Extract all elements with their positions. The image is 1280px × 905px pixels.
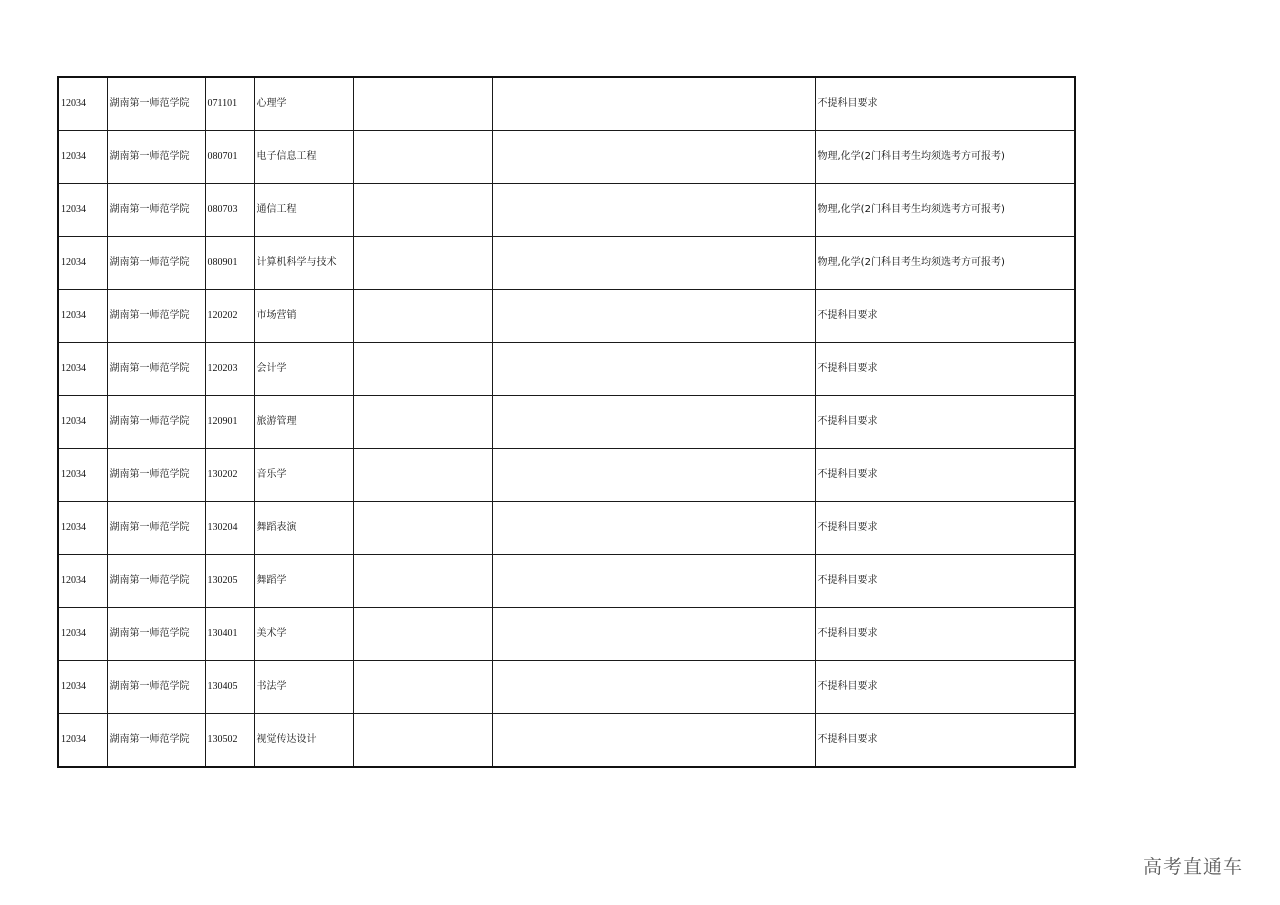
school-name-cell: 湖南第一师范学院 [107,555,205,608]
empty-cell [353,237,492,290]
major-code-cell: 130502 [205,714,254,768]
empty-cell [353,449,492,502]
subject-requirement-cell: 不提科目要求 [815,449,1075,502]
subject-requirement-cell: 不提科目要求 [815,555,1075,608]
table-row [58,661,1075,714]
empty-cell [492,396,815,449]
table-row [58,77,1075,131]
empty-cell [492,343,815,396]
table-row [58,608,1075,661]
empty-cell [353,184,492,237]
table-row [58,555,1075,608]
subject-requirement-cell: 不提科目要求 [815,661,1075,714]
empty-cell [492,449,815,502]
major-name-cell: 视觉传达设计 [254,714,353,768]
empty-cell [492,714,815,768]
subject-requirement-cell: 不提科目要求 [815,608,1075,661]
empty-cell [353,555,492,608]
major-code-cell: 130401 [205,608,254,661]
school-name-cell: 湖南第一师范学院 [107,184,205,237]
school-code-cell: 12034 [58,714,107,768]
major-code-cell: 130204 [205,502,254,555]
major-code-cell: 080703 [205,184,254,237]
major-code-cell: 130202 [205,449,254,502]
school-code-cell: 12034 [58,608,107,661]
table-row [58,237,1075,290]
empty-cell [353,661,492,714]
school-code-cell: 12034 [58,661,107,714]
subject-requirement-cell: 物理,化学(2门科目考生均须选考方可报考) [815,131,1075,184]
school-name-cell: 湖南第一师范学院 [107,77,205,131]
subject-requirement-cell: 物理,化学(2门科目考生均须选考方可报考) [815,184,1075,237]
major-name-cell: 舞蹈表演 [254,502,353,555]
major-code-cell: 130405 [205,661,254,714]
subject-requirement-cell: 不提科目要求 [815,290,1075,343]
table-body [58,77,1075,767]
school-name-cell: 湖南第一师范学院 [107,396,205,449]
subject-requirement-table [57,76,1076,768]
table-row [58,184,1075,237]
school-name-cell: 湖南第一师范学院 [107,131,205,184]
major-code-cell: 080901 [205,237,254,290]
major-name-cell: 心理学 [254,77,353,131]
school-code-cell: 12034 [58,290,107,343]
school-code-cell: 12034 [58,77,107,131]
subject-requirement-cell: 物理,化学(2门科目考生均须选考方可报考) [815,237,1075,290]
empty-cell [353,714,492,768]
major-code-cell: 130205 [205,555,254,608]
empty-cell [492,608,815,661]
school-name-cell: 湖南第一师范学院 [107,608,205,661]
empty-cell [353,77,492,131]
major-name-cell: 市场营销 [254,290,353,343]
school-name-cell: 湖南第一师范学院 [107,237,205,290]
empty-cell [353,608,492,661]
major-name-cell: 旅游管理 [254,396,353,449]
major-code-cell: 120202 [205,290,254,343]
major-name-cell: 舞蹈学 [254,555,353,608]
school-code-cell: 12034 [58,237,107,290]
subject-requirement-cell: 不提科目要求 [815,77,1075,131]
subject-requirement-cell: 不提科目要求 [815,714,1075,768]
major-name-cell: 通信工程 [254,184,353,237]
major-name-cell: 电子信息工程 [254,131,353,184]
major-code-cell: 071101 [205,77,254,131]
school-code-cell: 12034 [58,343,107,396]
school-name-cell: 湖南第一师范学院 [107,449,205,502]
table-row [58,449,1075,502]
school-code-cell: 12034 [58,555,107,608]
empty-cell [492,555,815,608]
school-code-cell: 12034 [58,131,107,184]
school-code-cell: 12034 [58,502,107,555]
school-name-cell: 湖南第一师范学院 [107,714,205,768]
subject-requirement-cell: 不提科目要求 [815,396,1075,449]
empty-cell [492,290,815,343]
school-name-cell: 湖南第一师范学院 [107,661,205,714]
table-row [58,131,1075,184]
school-code-cell: 12034 [58,396,107,449]
school-name-cell: 湖南第一师范学院 [107,290,205,343]
school-name-cell: 湖南第一师范学院 [107,502,205,555]
table-row [58,502,1075,555]
empty-cell [353,131,492,184]
empty-cell [492,131,815,184]
empty-cell [492,77,815,131]
major-code-cell: 080701 [205,131,254,184]
empty-cell [353,502,492,555]
table-row [58,396,1075,449]
major-name-cell: 书法学 [254,661,353,714]
subject-requirement-cell: 不提科目要求 [815,502,1075,555]
watermark-text: 高考直通车 [1143,856,1244,878]
subject-requirement-cell: 不提科目要求 [815,343,1075,396]
major-code-cell: 120901 [205,396,254,449]
school-code-cell: 12034 [58,449,107,502]
table-row [58,714,1075,768]
empty-cell [492,661,815,714]
major-name-cell: 计算机科学与技术 [254,237,353,290]
school-code-cell: 12034 [58,184,107,237]
empty-cell [492,502,815,555]
school-name-cell: 湖南第一师范学院 [107,343,205,396]
major-name-cell: 美术学 [254,608,353,661]
empty-cell [353,396,492,449]
major-name-cell: 会计学 [254,343,353,396]
table-row [58,290,1075,343]
major-code-cell: 120203 [205,343,254,396]
table-row [58,343,1075,396]
empty-cell [353,343,492,396]
empty-cell [492,237,815,290]
empty-cell [492,184,815,237]
empty-cell [353,290,492,343]
major-name-cell: 音乐学 [254,449,353,502]
